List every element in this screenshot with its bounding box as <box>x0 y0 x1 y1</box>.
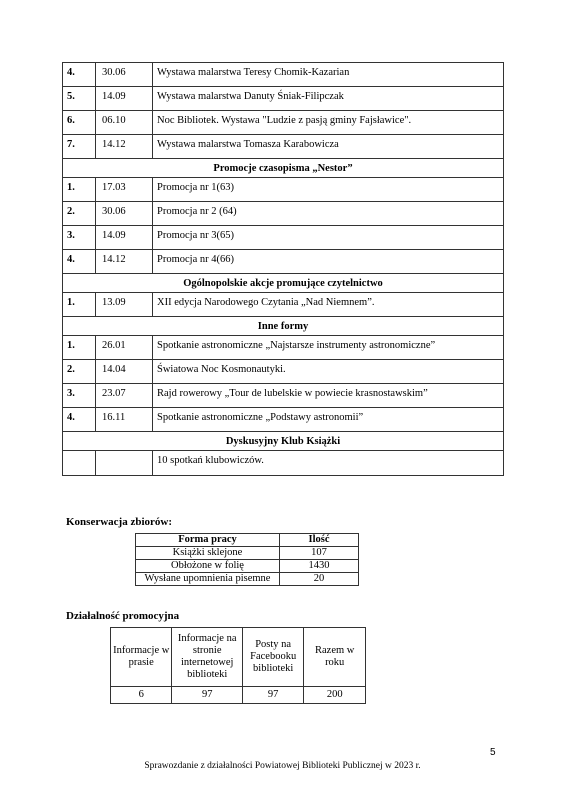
row-number: 3. <box>67 388 75 399</box>
promotion-header-press: Informacje w prasie <box>111 628 172 687</box>
promotion-value: 97 <box>242 687 303 704</box>
row-number <box>67 451 91 455</box>
table-row <box>63 202 504 226</box>
conservation-cell: 1430 <box>280 560 359 573</box>
table-row <box>63 384 504 408</box>
row-description: Promocja nr 1(63) <box>157 182 234 193</box>
row-date: 30.06 <box>102 67 126 78</box>
conservation-cell: Obłożone w folię <box>136 560 280 573</box>
conservation-header-count: Ilość <box>280 534 359 547</box>
promotion-value: 200 <box>304 687 366 704</box>
conservation-cell: 20 <box>280 573 359 586</box>
conservation-cell: 107 <box>280 547 359 560</box>
conservation-cell: Wysłane upomnienia pisemne <box>136 573 280 586</box>
section-title: Dyskusyjny Klub Książki <box>63 432 504 451</box>
row-description: Spotkanie astronomiczne „Podstawy astronomii” <box>157 412 364 423</box>
row-date: 26.01 <box>102 340 126 351</box>
promotion-value: 97 <box>172 687 243 704</box>
promotion-value: 6 <box>111 687 172 704</box>
row-description: Noc Bibliotek. Wystawa "Ludzie z pasją gminy Fajsławice". <box>157 115 412 126</box>
table-row <box>63 336 504 360</box>
conservation-heading: Konserwacja zbiorów: <box>66 516 173 528</box>
promotion-header-website: Informacje na stronie internetowej biblioteki <box>172 628 243 687</box>
table-row <box>63 63 504 87</box>
row-description: Wystawa malarstwa Tomasza Karabowicza <box>157 139 339 150</box>
section-header-row <box>63 274 504 293</box>
table-row <box>136 547 359 560</box>
conservation-table <box>135 533 359 586</box>
row-date: 23.07 <box>102 388 126 399</box>
row-number: 1. <box>67 297 75 308</box>
row-description: Promocja nr 2 (64) <box>157 206 237 217</box>
row-description: Spotkanie astronomiczne „Najstarsze instrumenty astronomiczne” <box>157 340 436 351</box>
row-date: 06.10 <box>102 115 126 126</box>
row-description: XII edycja Narodowego Czytania „Nad Niemnem”. <box>157 297 375 308</box>
row-date <box>102 451 148 455</box>
page-number: 5 <box>490 747 496 758</box>
row-date: 14.12 <box>102 139 126 150</box>
row-number: 1. <box>67 340 75 351</box>
row-description: Światowa Noc Kosmonautyki. <box>157 364 286 375</box>
section-title: Promocje czasopisma „Nestor” <box>63 159 504 178</box>
row-date: 30.06 <box>102 206 126 217</box>
section-header-row <box>63 317 504 336</box>
row-date: 14.09 <box>102 91 126 102</box>
row-number: 4. <box>67 67 75 78</box>
table-row <box>63 226 504 250</box>
promotion-heading: Działalność promocyjna <box>66 610 180 622</box>
row-description: Rajd rowerowy „Tour de lubelskie w powiecie krasnostawskim” <box>157 388 428 399</box>
row-description: Promocja nr 3(65) <box>157 230 234 241</box>
table-row <box>111 687 366 704</box>
table-row <box>136 573 359 586</box>
row-date: 14.09 <box>102 230 126 241</box>
row-description: 10 spotkań klubowiczów. <box>157 455 264 466</box>
row-description: Promocja nr 4(66) <box>157 254 234 265</box>
section-header-row <box>63 159 504 178</box>
row-date: 13.09 <box>102 297 126 308</box>
row-number: 1. <box>67 182 75 193</box>
section-title: Ogólnopolskie akcje promujące czytelnictwo <box>63 274 504 293</box>
promotion-header-total: Razem w roku <box>304 628 366 687</box>
row-number: 2. <box>67 364 75 375</box>
row-description: Wystawa malarstwa Teresy Chomik-Kazarian <box>157 67 350 78</box>
row-number: 3. <box>67 230 75 241</box>
promotion-table <box>110 627 366 704</box>
row-date: 16.11 <box>102 412 126 423</box>
row-number: 4. <box>67 412 75 423</box>
row-description: Wystawa malarstwa Danuty Śniak-Filipczak <box>157 91 344 102</box>
table-row <box>63 111 504 135</box>
section-header-row <box>63 432 504 451</box>
table-row <box>136 560 359 573</box>
row-number: 7. <box>67 139 75 150</box>
row-number: 2. <box>67 206 75 217</box>
activities-table <box>62 62 504 476</box>
table-row <box>63 87 504 111</box>
table-row <box>63 360 504 384</box>
promotion-header-facebook: Posty na Facebooku biblioteki <box>242 628 303 687</box>
row-number: 5. <box>67 91 75 102</box>
section-title: Inne formy <box>63 317 504 336</box>
row-date: 17.03 <box>102 182 126 193</box>
page-footer: Sprawozdanie z działalności Powiatowej Biblioteki Publicznej w 2023 r. <box>144 761 421 771</box>
table-row <box>63 135 504 159</box>
table-row <box>63 451 504 476</box>
row-number: 4. <box>67 254 75 265</box>
conservation-header-form: Forma pracy <box>136 534 280 547</box>
table-row <box>63 408 504 432</box>
row-date: 14.04 <box>102 364 126 375</box>
row-number: 6. <box>67 115 75 126</box>
row-date: 14.12 <box>102 254 126 265</box>
conservation-cell: Książki sklejone <box>136 547 280 560</box>
table-row <box>63 293 504 317</box>
table-row <box>63 178 504 202</box>
table-row <box>63 250 504 274</box>
